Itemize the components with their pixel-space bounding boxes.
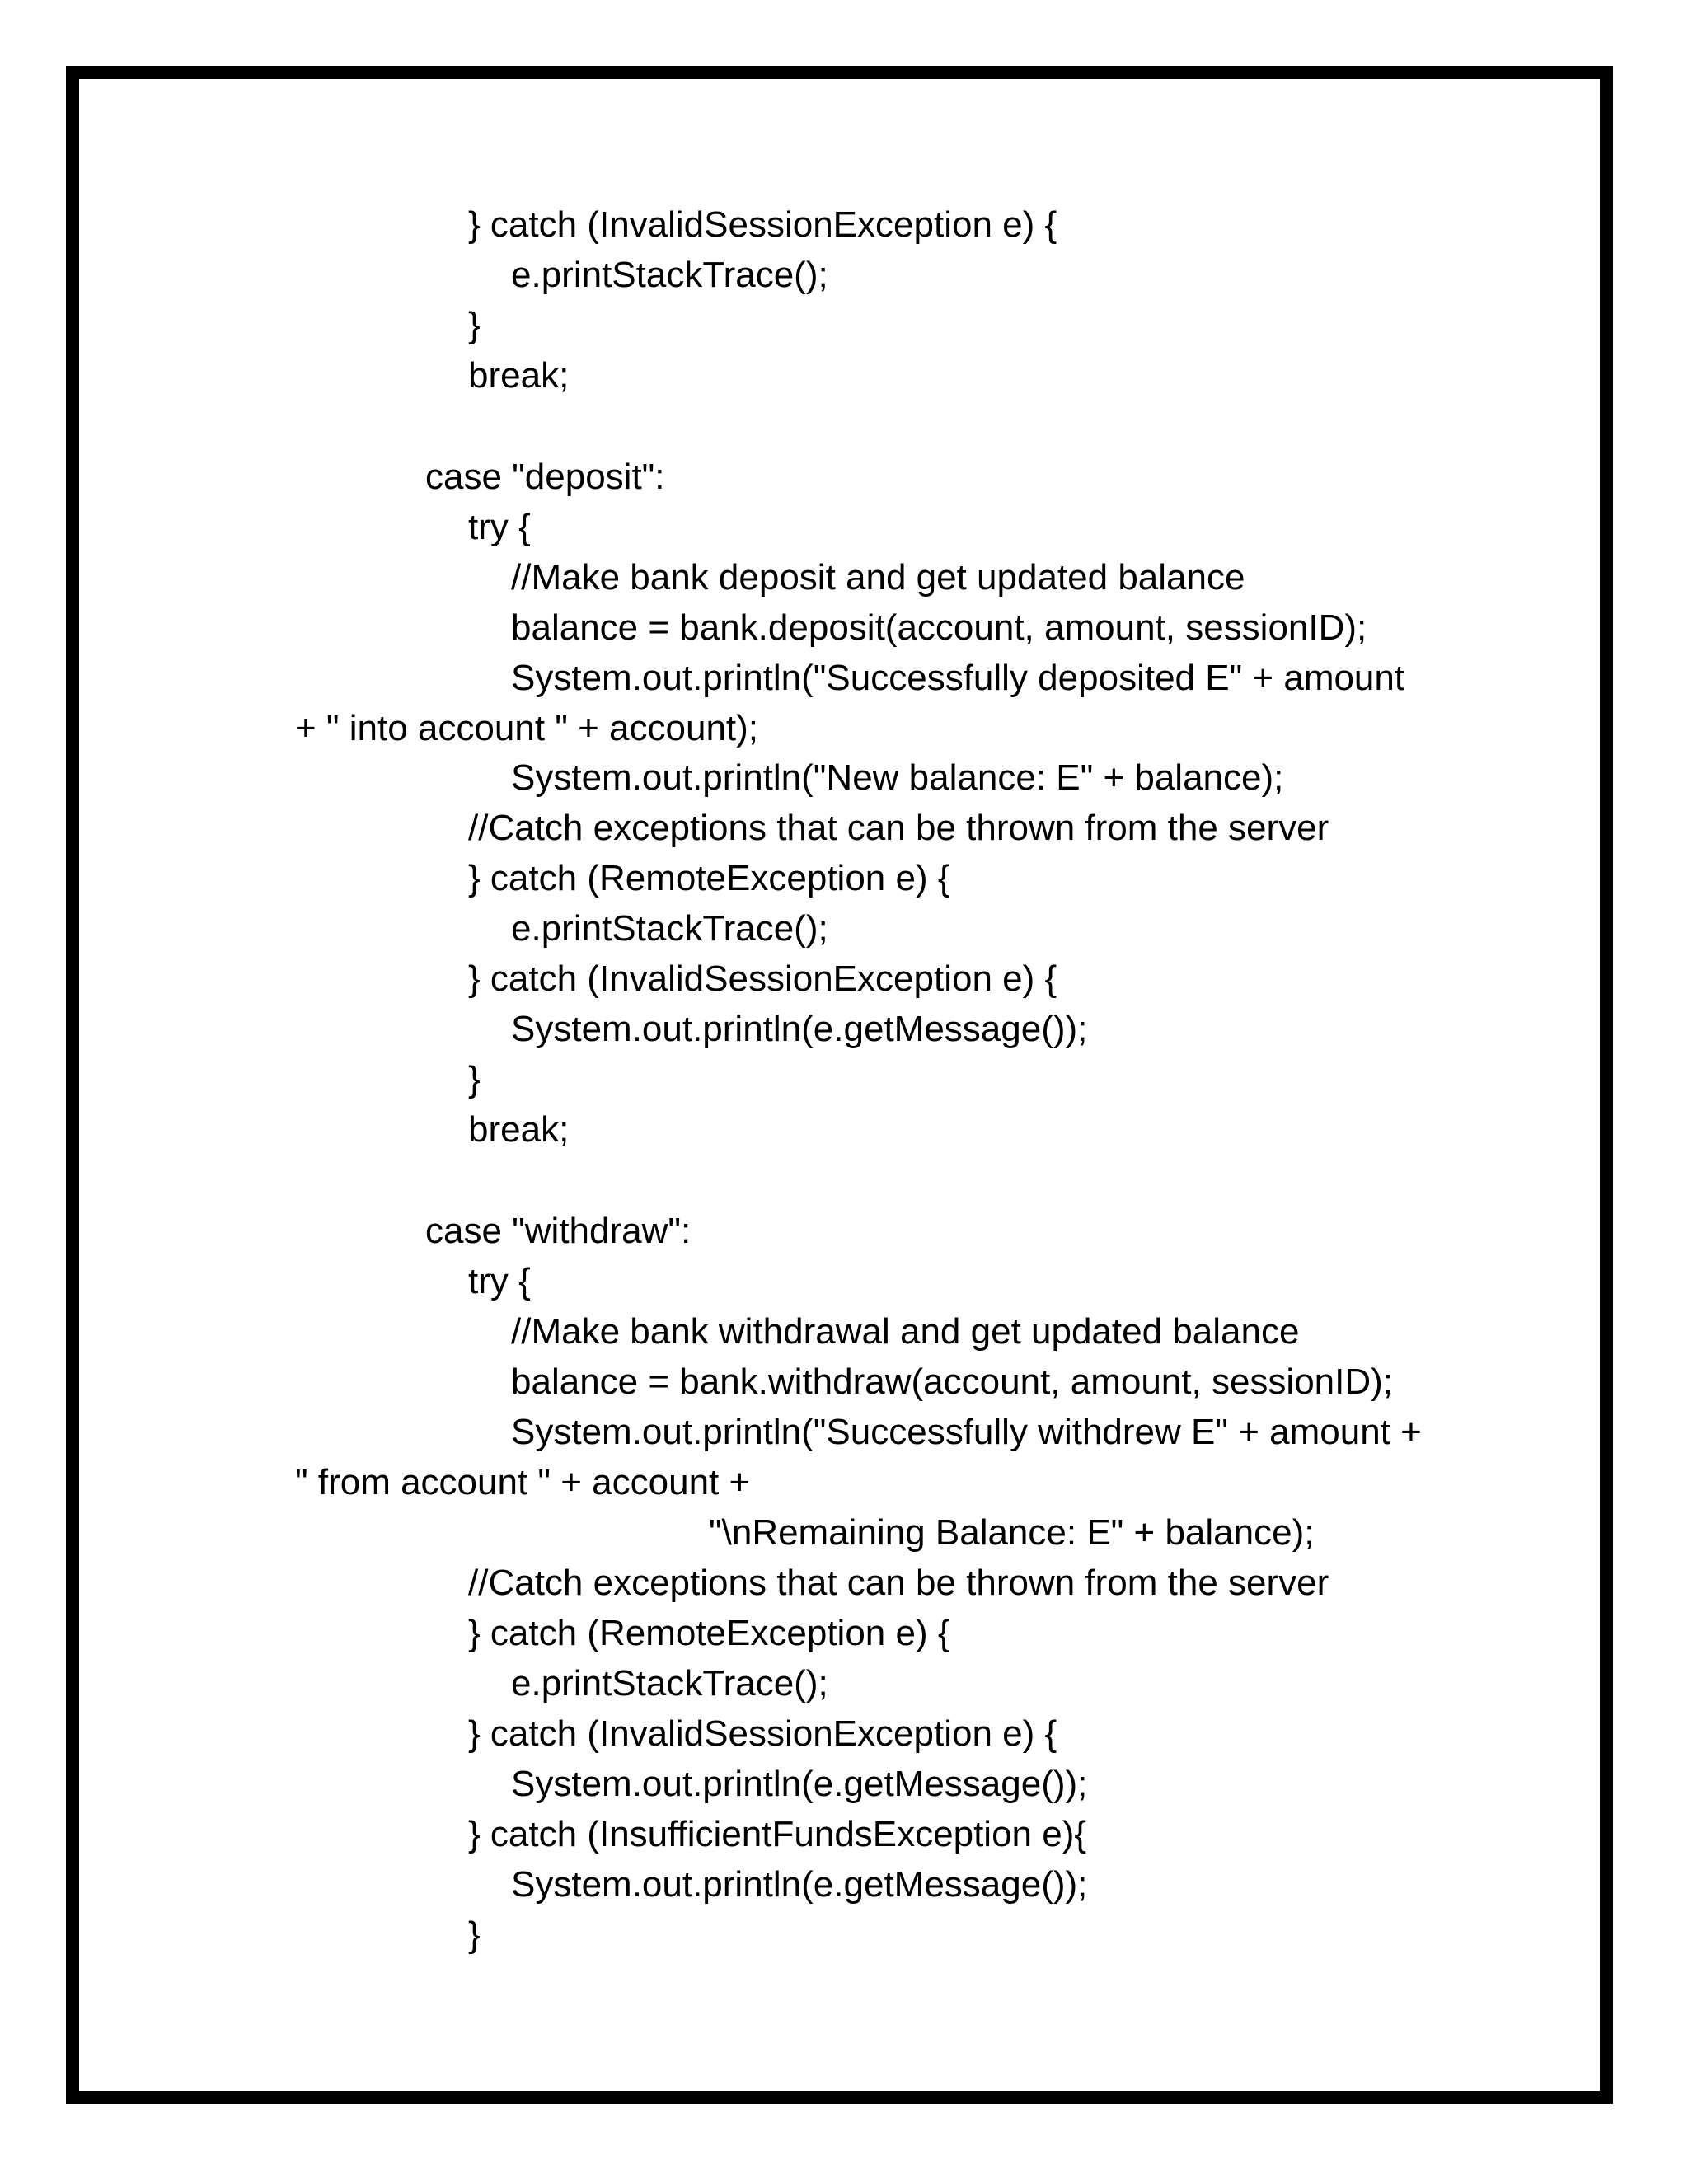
page-frame (66, 66, 1613, 2104)
code-line: } (468, 305, 481, 345)
code-line: e.printStackTrace(); (511, 255, 828, 295)
code-line: //Catch exceptions that can be thrown from the server (468, 1563, 1329, 1603)
code-line: } catch (InsufficientFundsException e){ (468, 1814, 1087, 1854)
code-line: break; (468, 1109, 570, 1150)
code-line: System.out.println(e.getMessage()); (511, 1009, 1088, 1049)
code-line: case "deposit": (425, 457, 665, 497)
code-line: } (468, 1059, 481, 1099)
code-line: balance = bank.deposit(account, amount, sessionID); (511, 607, 1367, 648)
code-line: System.out.println("Successfully withdrew E" + amount + (511, 1412, 1422, 1452)
code-line: e.printStackTrace(); (511, 1663, 828, 1704)
code-line: System.out.println(e.getMessage()); (511, 1864, 1088, 1905)
code-line: e.printStackTrace(); (511, 908, 828, 949)
code-line: " from account " + account + (295, 1462, 751, 1502)
code-line: } catch (RemoteException e) { (468, 1613, 950, 1653)
code-block (79, 79, 1600, 2091)
code-line: System.out.println(e.getMessage()); (511, 1764, 1088, 1804)
code-line: try { (468, 507, 531, 547)
code-line: balance = bank.withdraw(account, amount, sessionID); (511, 1361, 1394, 1402)
code-line: + " into account " + account); (295, 708, 759, 748)
code-line: //Make bank withdrawal and get updated balance (511, 1311, 1300, 1352)
code-line: case "withdraw": (425, 1211, 692, 1251)
code-line: //Make bank deposit and get updated balance (511, 557, 1245, 598)
code-line: //Catch exceptions that can be thrown from the server (468, 808, 1329, 848)
code-line: System.out.println("Successfully deposited E" + amount (511, 658, 1405, 698)
code-line: } catch (InvalidSessionException e) { (468, 1713, 1057, 1754)
code-line: } catch (RemoteException e) { (468, 858, 950, 898)
code-line: } catch (InvalidSessionException e) { (468, 204, 1057, 245)
code-line: break; (468, 355, 570, 396)
code-line: } catch (InvalidSessionException e) { (468, 958, 1057, 999)
code-line: } (468, 1915, 481, 1955)
code-line: System.out.println("New balance: E" + balance); (511, 757, 1284, 798)
code-line: try { (468, 1261, 531, 1301)
code-line: "\nRemaining Balance: E" + balance); (709, 1512, 1315, 1553)
